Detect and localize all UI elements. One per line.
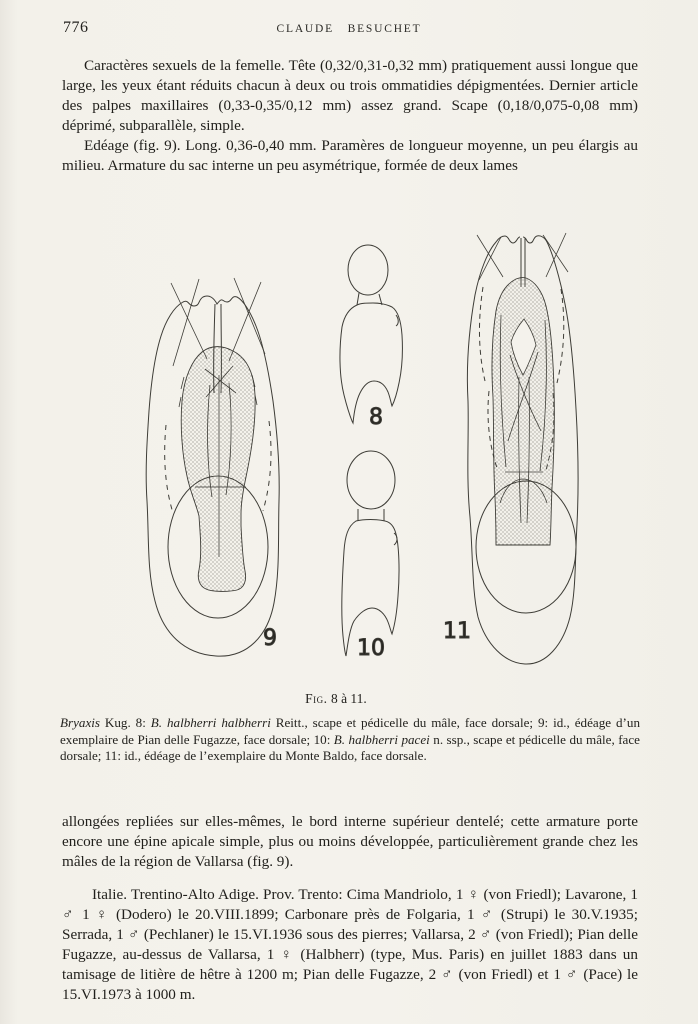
fig8-number-label: 8	[369, 405, 383, 430]
figure-caption-label: Fig.	[305, 691, 328, 706]
legend-text: n. ssp., scape et pédicelle du mâle, face dorsale; 11: id., édéage de l’exemplaire du Monte Baldo, face dorsale.	[60, 731, 640, 763]
drawing-scape-fig10	[342, 451, 399, 661]
page-number: 776	[63, 19, 89, 36]
pedicel-fig8	[348, 245, 388, 295]
figure-plate	[0, 225, 698, 677]
fig9-number-label: 9	[263, 626, 277, 651]
lower-text-block	[62, 812, 638, 1005]
figure-caption-range: 8 à 11.	[330, 691, 367, 706]
paragraph-female-characters: Caractères sexuels de la femelle. Tête (0,32/0,31-0,32 mm) pratiquement aussi longue que large, les yeux étant réduits chacun à deux ou trois ommatidies dépigmentées. Dernier article des palpes maxillaires (0,33-0,35/0,12 mm) assez grand. Scape (0,18/0,075-0,08 mm) déprimé, subparallèle, simple.	[62, 57, 638, 134]
figure-legend	[60, 715, 640, 765]
upper-text-block	[62, 56, 638, 176]
pedicel-fig10	[347, 451, 395, 509]
running-head: CLAUDE BESUCHET	[276, 23, 422, 35]
fig11-number-label: 11	[443, 619, 471, 644]
legend-species-italic: B. halbherri halbherri	[150, 715, 271, 730]
setae-lines-fig11	[477, 233, 568, 280]
paragraph-edeage: Edéage (fig. 9). Long. 0,36-0,40 mm. Paramères de longueur moyenne, un peu élargis au milieu. Armature du sac interne un peu asymétrique, formée de deux lames	[62, 137, 638, 174]
paragraph-localities: Italie. Trentino-Alto Adige. Prov. Trento: Cima Mandriolo, 1 ♀ (von Friedl); Lavarone, 1 ♂ 1 ♀ (Dodero) le 20.VIII.1899; Carbonare près de Folgaria, 1 ♂ (Strupi) le 30.V.1935; Serrada, 1 ♂ (Pechlaner) le 15.VI.1936 sous des pierres; Vallarsa, 2 ♂ (von Friedl); Pian delle Fugazze, au-dessus de Vallarsa, 1 ♀ (Halbherr) (type, Mus. Paris) en juillet 1883 dans un tamisage de litière de hêtre à 1200 m; Pian delle Fugazze, 2 ♂ (von Friedl) et 1 ♂ (Pace) le 15.VI.1973 à 1000 m.	[62, 886, 638, 1003]
paragraph-armature: allongées repliées sur elles-mêmes, le bord interne supérieur dentelé; cette armature porte encore une épine apicale simple, plus ou moins développée, particulièrement grande chez les mâles de la région de Vallarsa (fig. 9).	[62, 813, 638, 870]
legend-text: Reitt., scape et pédicelle du mâle, face dorsale; 9: id., édéage d’un exemplaire de Pian delle Fugazze, face dorsale; 10:	[60, 715, 640, 747]
drawing-scape-fig8	[340, 245, 402, 430]
legend-subspecies-italic: B. halbherri pacei	[333, 731, 430, 747]
drawing-aedeagus-fig9	[146, 278, 279, 656]
fig10-number-label: 10	[357, 636, 385, 661]
legend-text: Kug. 8:	[100, 715, 151, 730]
figure-caption	[0, 691, 672, 707]
drawing-aedeagus-fig11	[443, 233, 578, 664]
legend-genus-italic: Bryaxis	[60, 715, 100, 730]
